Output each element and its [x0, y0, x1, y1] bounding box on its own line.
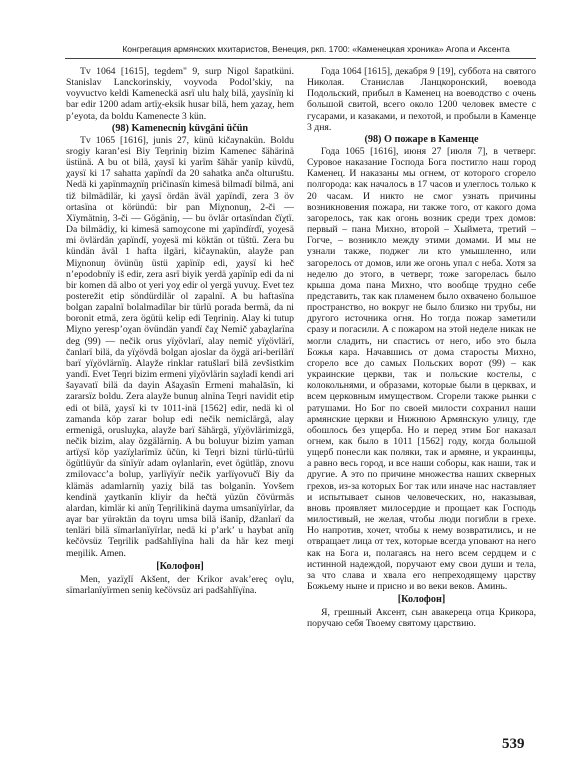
- section-heading: (98) Kamenecniŋ küvgäni üčün: [111, 122, 249, 134]
- colophon-heading: [Колофон]: [397, 594, 446, 606]
- colophon-text: Men, yazïχlï Akšent, der Krikor avak’ereç oγlu, sïmarlanïyïrmen seniŋ kečövsüz ari padšahlïγïna.: [66, 573, 294, 596]
- intro-paragraph: Года 1064 [1615], декабря 9 [19], суббота на святого Николая. Станислав Ланцкоронский, воевода Подольский, прибыл в Каменец на воеводство с очень большой свитой, всего около 1200 человек вместе с гусарами, и казаками, и пехотой, и пробыли в Каменце 3 дня.: [307, 66, 536, 133]
- section-text: Tv 1065 [1616], junis 27, künü kičaynakün. Boldu srogiy karan’esi Biy Teŋriniŋ bizim Kamenec šähärinä üstünä. A bu ot bilä, χaysï ki yarïm šähär yanïp küvdü, χaysï ki 17 sahatta χapïndï da 20 sahatka anča olturuštu. Nedä ki χapïnmaχnïŋ pričinasïn kimesä bilmadï bilmä, ani tiž bilmädilär, ki χaysï ördän äväl χapïndï, zera 3 öv ortasïna ot köründü: bir pan Miχnonuŋ, 2-či — Χïymätniŋ, 3-či — Gögäniŋ, — bu övlär ortasïndan čïχtï. Da bilmädiχ, ki kimesä samoχcone mi χapïndïrdï, yoχesä mi övlärdän χapïndï, yoχesä mi köktän ot tüštü. Zera bu kündän äväl 1 hafta ilgäri, kičaynakün, alayže pan Miχnonuŋ övünüŋ üstü χapïnïp edi, χaysï ki heč n’epodobnïy iš edir, zera asrï biyik yerdä χapïnïp edi da ni bir komen dä albo ot yeri yoχ edir ol yergä yuvuχ. Evet tez posterežit etip söndürdilär ol zapalnï. A bu haftasïna bolgan zapalnï bolalmadïlar bir türlü porada bermä, da ni boronit etmä, zera ögütü kelip edi Teŋriniŋ. Alay ki tutup Miχno yeresp’oχan övündän yandï čaχ Nemič χabaχlarïna deg (99) — nečik orus yïχövlarï, alay nemič yïχövlärï, čanlarï bilä, da yïχövdä bolgan ajoslar da öχgä ari-berilärï barï yïχövlärnïŋ. Alayže rinklar ratušlarï bilä zevšistkim yandï. Evet Teŋri bizim ermeni yïχövlärin saχladï kendi ari šayavatï bilä da dayin Ašaχasïn Ermeni mahalāsïn, ki zararsïz boldu. Zera alayže bunuŋ alnïna Teŋri navidit etip edi ot bilä, χaysï ki tv 1011-inä [1562] edir, nedä ki ol zamanda köp zarar bolup edi nečik nemiclärgä, alay ermenigä, orusluχka, alayže barï šähärgä, yïχövlärimizgä, nečik bizim, alay özgälärniŋ. A bu boluyur bizim yaman artïχsï köp yazïχlarïmïz üčün, ki Teŋri bizni türlü-türlü ögütlüyür da sïnïyïr adam oγlanlarïn, evet ögütläp, znovu zmilovacc’a bolup, yarlïγïyïr nečik yarlïγovučï Biy da klämäs adamlarnïŋ yaziχ bilä tas bolganïn. Yovšem kendinä χaytkanïn kliyir da hečtä yüzün čövürmäs alardan, kimlär ki anïŋ Teŋrilikinä dayma umsanïyïrlar, da aγar bar yürəktän da toγru umsa bilä išanïp, džanlarï da tenläri bilä sïmarlanïyïrlar, nedä ki p’ark’ u haybat anïŋ kečövsüz Teŋrilik padšahlïγïna hali da här kez meŋi meŋilik. Amen.: [66, 134, 295, 559]
- section-heading: (98) О пожаре в Каменце: [364, 133, 479, 145]
- colophon-heading: [Колофон]: [156, 560, 204, 572]
- header-rule: [65, 58, 536, 59]
- intro-paragraph: Tv 1064 [1615], tegdem" 9, surp Nigol šapatküni. Stanislav Lanckorinskiy, voyvoda Podol’skiy, na voyvuctvo keldi Kameneckä asrï ulu halχ bilä, χaysïnïŋ ki bar edir 1200 adam artïχ-eksik husar bilä, hem χazaχ, hem p’eyota, da boldu Kamenecte 3 kün.: [66, 66, 294, 122]
- right-column-translation: [307, 66, 536, 630]
- page-number: 539: [502, 736, 525, 752]
- section-text: Года 1065 [1616], июня 27 [июля 7], в четверг. Суровое наказание Господа Бога постигло наш город Каменец. И наказаны мы огнем, от которого сгорело полгорода: как началось в 17 часов и улеглось только к 20 часам. И никто не смог узнать причины возникновения пожара, ни также того, от какого дома загорелось, так как огонь возник среди трех домов: первый – пана Михно, второй – Хыймета, третий – Гогче, – возникло между этими домами. И мы не узнали также, поджег ли кто умышленно, или загорелось от домов, или же огонь упал с неба. Хотя за неделю до этого, в четверг, тоже загорелась было крыша дома пана Михно, что вообще трудно себе представить, так как пламенем было охвачено большое пространство, но вокруг не было близко ни трубы, ни другого источника огня. Но тогда пожар заметили сразу и погасили. А с пожаром на этой неделе никак не могли сладить, ни спастись от него, ибо это была Божья кара. Начавшись от дома старосты Михно, сгорело все до самых Польских ворот (99) – как украинские церкви, так и польские костелы, с колокольнями, и образами, которые были в церквах, и всем церковным имуществом. Сгорели также рынки с ратушами. Но Бог по своей милости сохранил наши армянские церкви и Нижнюю Армянскую улицу, где обошлось без ущерба. Но и перед этим Бог наказал огнем, как было в 1011 [1562] году, когда большой ущерб понесли как поляки, так и армяне, и украинцы, а равно весь город, и все наши соборы, как наши, так и другие. А это по причине множества наших скверных грехов, из-за которых Бог так или иначе нас наставляет и испытывает сынов человеческих, но, наказывая, вновь проявляет милосердие и прощает как Господь милостивый, не желая, чтобы люди погибли в грехе. Но напротив, хочет, чтобы к нему возвратились, и не отвращает лица от тех, которые всегда уповают на него как на Бога и, полагаясь на него всем сердцем и с истинной надеждой, поручают ему свои души и тела, за что слава и хвала его непреходящему царству Божьему ныне и присно и во веки веков. Аминь.: [307, 145, 536, 593]
- colophon-text: Я, грешный Аксент, сын авакереца отца Крикора, поручаю себя Твоему святому царствию.: [307, 607, 536, 630]
- running-header: Конгрегация армянских мхитаристов, Венеция, ркп. 1700: «Каменецкая хроника» Агопа и Аксента: [122, 44, 510, 54]
- left-column-transliteration: [66, 66, 294, 596]
